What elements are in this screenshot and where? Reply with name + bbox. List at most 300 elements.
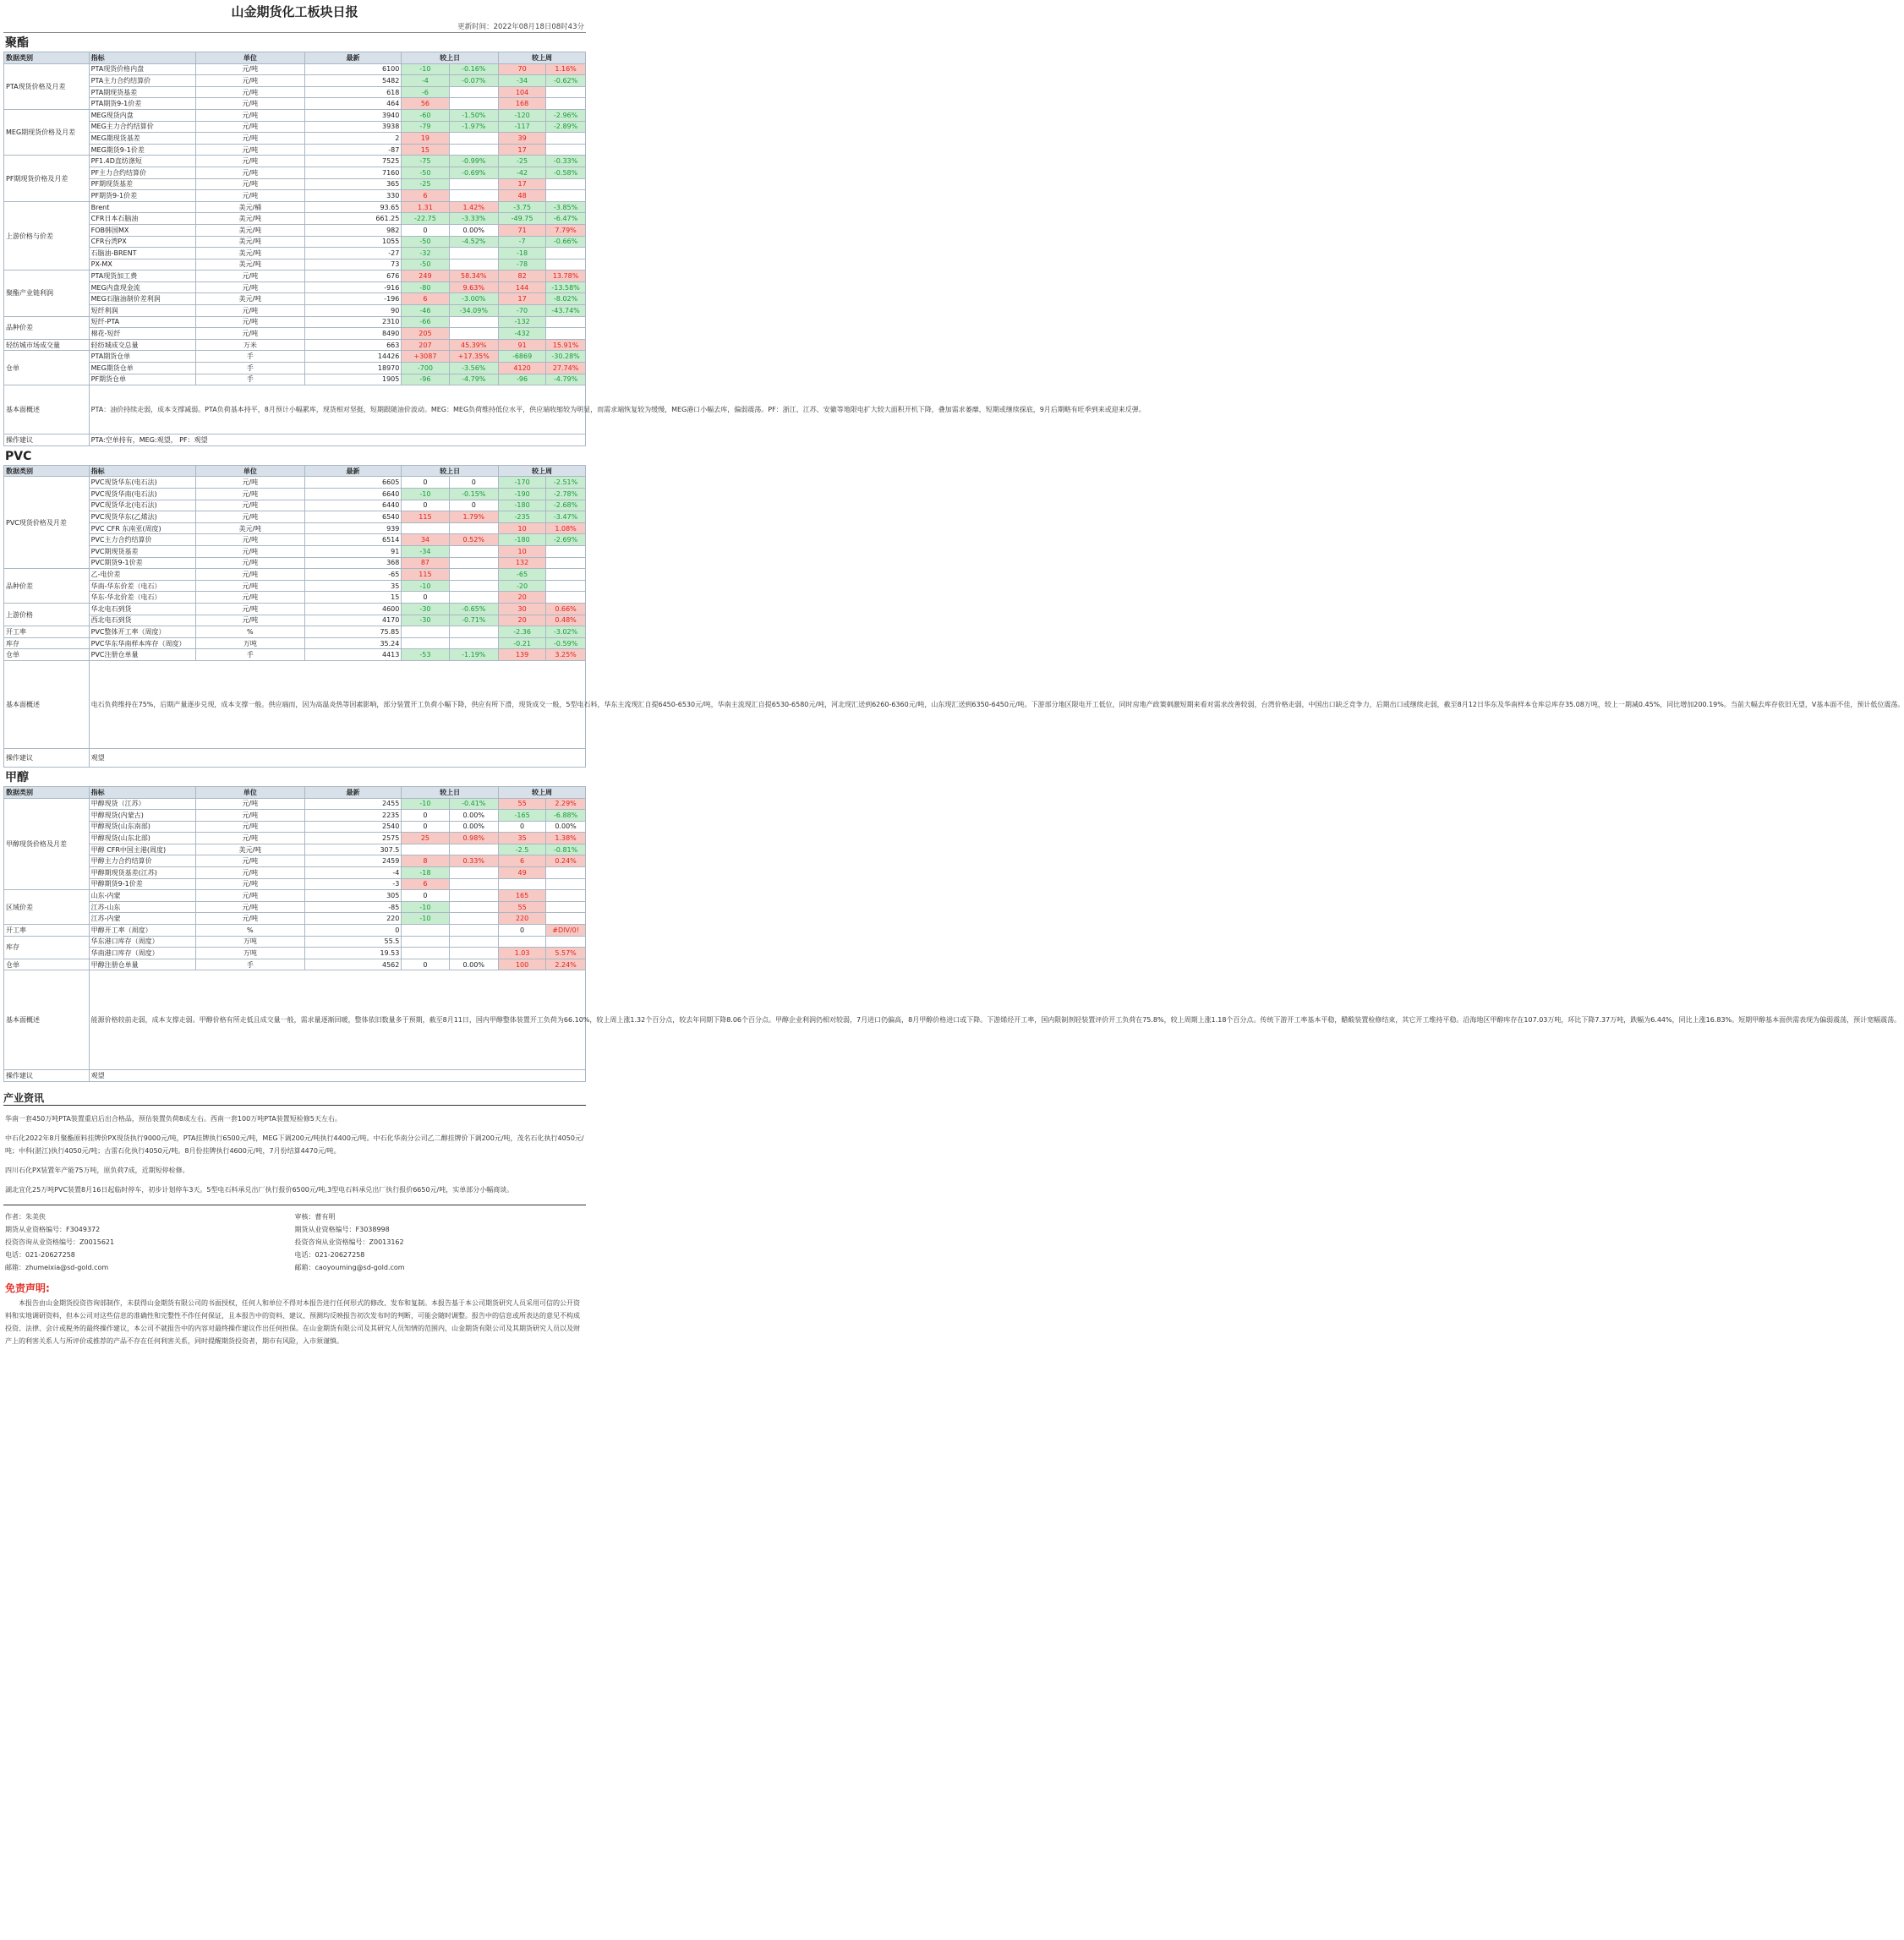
unit-cell: 元/吨 bbox=[195, 500, 304, 511]
industry-news-item: 四川石化PX装置年产能75万吨，原负荷7成，近期短停检修。 bbox=[5, 1167, 189, 1174]
week-change-pct-cell: -0.66% bbox=[546, 236, 586, 248]
latest-cell: 2235 bbox=[304, 810, 402, 822]
methanol-advice-row bbox=[4, 1070, 586, 1082]
week-change-pct-cell: #DIV/0! bbox=[546, 925, 586, 937]
table-row bbox=[4, 810, 586, 822]
week-change-cell: 20 bbox=[499, 592, 546, 604]
table-row bbox=[4, 511, 586, 523]
latest-cell: 330 bbox=[304, 190, 402, 202]
week-change-pct-cell bbox=[546, 592, 586, 604]
indicator-cell: 甲醇注册仓单量 bbox=[89, 959, 195, 970]
category-cell: 聚酯产业链利润 bbox=[4, 271, 90, 316]
table-row bbox=[4, 489, 586, 500]
pta-advice-row bbox=[4, 434, 586, 446]
table-row bbox=[4, 121, 586, 133]
header-latest: 最新 bbox=[304, 52, 402, 64]
latest-cell: 4562 bbox=[304, 959, 402, 970]
week-change-cell: -180 bbox=[499, 500, 546, 511]
week-change-pct-cell bbox=[546, 580, 586, 592]
week-change-pct-cell: 15.91% bbox=[546, 339, 586, 351]
unit-cell: % bbox=[195, 925, 304, 937]
table-row bbox=[4, 959, 586, 970]
week-change-cell: -3.75 bbox=[499, 201, 546, 213]
table-row bbox=[4, 867, 586, 879]
indicator-cell: 甲醇期现货基差(江苏) bbox=[89, 867, 195, 879]
indicator-cell: PF期货仓单 bbox=[89, 374, 195, 385]
header-indicator: 指标 bbox=[89, 465, 195, 477]
industry-news-item: 中石化2022年8月聚酯原料挂牌价PX现货执行9000元/吨，PTA挂牌执行6500元/吨，MEG下调200元/吨执行4400元/吨。中石化华南分公司乙二醇挂牌价下调200元/吨，茂名石化执行4050元/吨；中科(湛江)执行4050元/吨；古雷石化执行4050元/吨。8月份挂牌执行4600元/吨，7月份结算4470元/吨。 bbox=[5, 1134, 584, 1155]
day-change-cell: 34 bbox=[402, 534, 449, 546]
pvc-advice-row bbox=[4, 748, 586, 767]
reviewer-consult-license: 投资咨询从业资格编号：Z0013162 bbox=[294, 1238, 404, 1246]
latest-cell: 6540 bbox=[304, 511, 402, 523]
latest-cell: 618 bbox=[304, 86, 402, 98]
table-row bbox=[4, 890, 586, 902]
table-row bbox=[4, 925, 586, 937]
week-change-pct-cell: -4.79% bbox=[546, 374, 586, 385]
pta-advice-text: PTA:空单持有，MEG:观望， PF：观望 bbox=[89, 434, 585, 446]
indicator-cell: 华北电石到货 bbox=[89, 603, 195, 615]
latest-cell: 663 bbox=[304, 339, 402, 351]
unit-cell: 元/吨 bbox=[195, 316, 304, 328]
header-vs-week: 较上周 bbox=[499, 786, 586, 798]
week-change-pct-cell: 0.00% bbox=[546, 821, 586, 833]
day-change-cell: -4 bbox=[402, 75, 449, 87]
week-change-pct-cell bbox=[546, 890, 586, 902]
day-change-pct-cell bbox=[449, 178, 499, 190]
week-change-pct-cell: -0.62% bbox=[546, 75, 586, 87]
week-change-pct-cell bbox=[546, 190, 586, 202]
unit-cell: 元/吨 bbox=[195, 534, 304, 546]
section-title-pvc: PVC bbox=[5, 449, 32, 463]
day-change-cell: 249 bbox=[402, 271, 449, 282]
unit-cell: 元/吨 bbox=[195, 167, 304, 178]
latest-cell: 93.65 bbox=[304, 201, 402, 213]
latest-cell: -87 bbox=[304, 144, 402, 156]
latest-cell: 676 bbox=[304, 271, 402, 282]
day-change-pct-cell bbox=[449, 259, 499, 271]
table-row bbox=[4, 603, 586, 615]
day-change-cell: -50 bbox=[402, 259, 449, 271]
week-change-pct-cell: -2.96% bbox=[546, 109, 586, 121]
day-change-pct-cell: 0.00% bbox=[449, 959, 499, 970]
category-cell: 仓单 bbox=[4, 649, 90, 661]
week-change-cell: 139 bbox=[499, 649, 546, 661]
indicator-cell: CFR日本石脑油 bbox=[89, 213, 195, 225]
indicator-cell: PTA现货加工费 bbox=[89, 271, 195, 282]
week-change-pct-cell: 13.78% bbox=[546, 271, 586, 282]
week-change-cell: -0.21 bbox=[499, 637, 546, 649]
week-change-cell: 168 bbox=[499, 98, 546, 110]
unit-cell: 元/吨 bbox=[195, 580, 304, 592]
day-change-pct-cell: 0.33% bbox=[449, 855, 499, 867]
day-change-cell: -10 bbox=[402, 913, 449, 925]
day-change-cell: 15 bbox=[402, 144, 449, 156]
table-row bbox=[4, 557, 586, 569]
week-change-pct-cell: 0.48% bbox=[546, 615, 586, 626]
day-change-cell: 0 bbox=[402, 810, 449, 822]
unit-cell: 元/吨 bbox=[195, 569, 304, 581]
unit-cell: 元/吨 bbox=[195, 545, 304, 557]
week-change-cell: -25 bbox=[499, 156, 546, 167]
week-change-cell: -20 bbox=[499, 580, 546, 592]
day-change-pct-cell bbox=[449, 545, 499, 557]
week-change-cell: 1.03 bbox=[499, 948, 546, 959]
update-time: 更新时间：2022年08月18日08时43分 bbox=[3, 22, 586, 33]
day-change-pct-cell bbox=[449, 522, 499, 534]
category-cell: 仓单 bbox=[4, 959, 90, 970]
reviewer-email: 邮箱：caoyouming@sd-gold.com bbox=[294, 1264, 405, 1271]
latest-cell: 35.24 bbox=[304, 637, 402, 649]
week-change-pct-cell: -0.81% bbox=[546, 844, 586, 855]
unit-cell: 元/吨 bbox=[195, 615, 304, 626]
latest-cell: 2540 bbox=[304, 821, 402, 833]
indicator-cell: 甲醇主力合约结算价 bbox=[89, 855, 195, 867]
unit-cell: 元/吨 bbox=[195, 810, 304, 822]
unit-cell: 元/吨 bbox=[195, 144, 304, 156]
latest-cell: -3 bbox=[304, 878, 402, 890]
week-change-cell: 6 bbox=[499, 855, 546, 867]
author-phone: 电话：021-20627258 bbox=[5, 1251, 75, 1259]
indicator-cell: MEG期现货基差 bbox=[89, 133, 195, 145]
day-change-pct-cell: 0.98% bbox=[449, 833, 499, 844]
day-change-pct-cell: -4.79% bbox=[449, 374, 499, 385]
latest-cell: 2 bbox=[304, 133, 402, 145]
table-row bbox=[4, 75, 586, 87]
unit-cell: 美元/吨 bbox=[195, 293, 304, 305]
day-change-pct-cell bbox=[449, 569, 499, 581]
indicator-cell: FOB韩国MX bbox=[89, 224, 195, 236]
header-indicator: 指标 bbox=[89, 52, 195, 64]
unit-cell: 美元/吨 bbox=[195, 522, 304, 534]
latest-cell: 6440 bbox=[304, 500, 402, 511]
table-row bbox=[4, 201, 586, 213]
week-change-cell: 91 bbox=[499, 339, 546, 351]
category-cell: 上游价格 bbox=[4, 603, 90, 626]
day-change-pct-cell bbox=[449, 248, 499, 260]
pvc-advice-text: 观望 bbox=[89, 748, 585, 767]
week-change-pct-cell: 27.74% bbox=[546, 363, 586, 374]
week-change-cell: 71 bbox=[499, 224, 546, 236]
unit-cell: % bbox=[195, 626, 304, 638]
day-change-cell: -66 bbox=[402, 316, 449, 328]
indicator-cell: PVC现货华东(电石法) bbox=[89, 477, 195, 489]
unit-cell: 万吨 bbox=[195, 637, 304, 649]
unit-cell: 元/吨 bbox=[195, 821, 304, 833]
unit-cell: 万米 bbox=[195, 339, 304, 351]
day-change-pct-cell bbox=[449, 86, 499, 98]
day-change-cell: -96 bbox=[402, 374, 449, 385]
week-change-pct-cell: -2.89% bbox=[546, 121, 586, 133]
week-change-cell: 55 bbox=[499, 798, 546, 810]
unit-cell: 元/吨 bbox=[195, 511, 304, 523]
latest-cell: 2455 bbox=[304, 798, 402, 810]
pvc-table-body bbox=[4, 477, 586, 661]
day-change-cell: 6 bbox=[402, 293, 449, 305]
latest-cell: 2575 bbox=[304, 833, 402, 844]
week-change-cell bbox=[499, 878, 546, 890]
indicator-cell: PF期货9-1价差 bbox=[89, 190, 195, 202]
week-change-cell bbox=[499, 936, 546, 948]
week-change-cell: -18 bbox=[499, 248, 546, 260]
latest-cell: 982 bbox=[304, 224, 402, 236]
table-row bbox=[4, 259, 586, 271]
day-change-cell: 87 bbox=[402, 557, 449, 569]
indicator-cell: 华东港口库存（周度） bbox=[89, 936, 195, 948]
week-change-pct-cell bbox=[546, 557, 586, 569]
week-change-pct-cell: 1.16% bbox=[546, 63, 586, 75]
pta-summary-text: PTA：油价持续走弱，成本支撑减弱。PTA负荷基本持平，8月预计小幅累库，现货相对坚挺，短期跟随油价波动。MEG：MEG负荷维持低位水平，供应端收缩较为明显，而需求端恢复较为缓慢，MEG港口小幅去库，偏弱震荡。PF：浙江、江苏、安徽等地限电扩大较大面积开机下降，叠加需求萎靡，短期或继续探底，9月后期略有旺季到来或迎来反弹。 bbox=[89, 385, 585, 434]
latest-cell: 6514 bbox=[304, 534, 402, 546]
latest-cell: 0 bbox=[304, 925, 402, 937]
header-indicator: 指标 bbox=[89, 786, 195, 798]
day-change-cell bbox=[402, 522, 449, 534]
day-change-pct-cell bbox=[449, 592, 499, 604]
day-change-pct-cell: -0.16% bbox=[449, 63, 499, 75]
week-change-cell: -120 bbox=[499, 109, 546, 121]
category-cell: 库存 bbox=[4, 637, 90, 649]
reviewer-name: 审核：曹有明 bbox=[294, 1213, 336, 1221]
week-change-pct-cell: -3.85% bbox=[546, 201, 586, 213]
week-change-cell: 0 bbox=[499, 925, 546, 937]
day-change-cell: -50 bbox=[402, 167, 449, 178]
week-change-cell: -235 bbox=[499, 511, 546, 523]
week-change-pct-cell: -0.33% bbox=[546, 156, 586, 167]
table-row bbox=[4, 580, 586, 592]
table-row bbox=[4, 328, 586, 340]
category-cell: 开工率 bbox=[4, 925, 90, 937]
week-change-cell: 10 bbox=[499, 545, 546, 557]
unit-cell: 元/吨 bbox=[195, 281, 304, 293]
week-change-pct-cell bbox=[546, 316, 586, 328]
indicator-cell: MEG主力合约结算价 bbox=[89, 121, 195, 133]
day-change-pct-cell bbox=[449, 316, 499, 328]
table-row bbox=[4, 844, 586, 855]
latest-cell: 464 bbox=[304, 98, 402, 110]
latest-cell: 2310 bbox=[304, 316, 402, 328]
week-change-cell: 48 bbox=[499, 190, 546, 202]
table-row bbox=[4, 798, 586, 810]
day-change-cell: -10 bbox=[402, 489, 449, 500]
unit-cell: 万吨 bbox=[195, 948, 304, 959]
unit-cell: 手 bbox=[195, 649, 304, 661]
day-change-pct-cell bbox=[449, 948, 499, 959]
latest-cell: 15 bbox=[304, 592, 402, 604]
week-change-cell: 165 bbox=[499, 890, 546, 902]
day-change-pct-cell bbox=[449, 637, 499, 649]
table-row bbox=[4, 936, 586, 948]
week-change-pct-cell: -6.47% bbox=[546, 213, 586, 225]
day-change-pct-cell bbox=[449, 557, 499, 569]
table-row bbox=[4, 901, 586, 913]
latest-cell: 90 bbox=[304, 305, 402, 317]
table-row bbox=[4, 293, 586, 305]
indicator-cell: 甲醇期货9-1价差 bbox=[89, 878, 195, 890]
day-change-cell bbox=[402, 626, 449, 638]
table-row bbox=[4, 500, 586, 511]
table-row bbox=[4, 833, 586, 844]
unit-cell: 元/吨 bbox=[195, 328, 304, 340]
week-change-cell: -42 bbox=[499, 167, 546, 178]
week-change-cell: 35 bbox=[499, 833, 546, 844]
table-row bbox=[4, 374, 586, 385]
day-change-cell bbox=[402, 936, 449, 948]
day-change-pct-cell: 0 bbox=[449, 477, 499, 489]
latest-cell: -85 bbox=[304, 901, 402, 913]
table-row bbox=[4, 477, 586, 489]
day-change-cell bbox=[402, 925, 449, 937]
day-change-pct-cell: -0.65% bbox=[449, 603, 499, 615]
indicator-cell: 短纤利润 bbox=[89, 305, 195, 317]
latest-cell: 5482 bbox=[304, 75, 402, 87]
indicator-cell: PF期现货基差 bbox=[89, 178, 195, 190]
day-change-pct-cell bbox=[449, 190, 499, 202]
week-change-pct-cell: -13.58% bbox=[546, 281, 586, 293]
unit-cell: 元/吨 bbox=[195, 489, 304, 500]
reviewer-phone: 电话：021-20627258 bbox=[294, 1251, 365, 1259]
table-row bbox=[4, 363, 586, 374]
table-row bbox=[4, 133, 586, 145]
category-cell: MEG期现货价格及月差 bbox=[4, 109, 90, 155]
pta-table bbox=[3, 52, 1146, 446]
week-change-pct-cell: -0.59% bbox=[546, 637, 586, 649]
latest-cell: 14426 bbox=[304, 351, 402, 363]
table-row bbox=[4, 626, 586, 638]
day-change-cell: 6 bbox=[402, 190, 449, 202]
header-latest: 最新 bbox=[304, 465, 402, 477]
week-change-cell: -190 bbox=[499, 489, 546, 500]
day-change-pct-cell: 45.39% bbox=[449, 339, 499, 351]
methanol-table bbox=[3, 786, 1901, 1082]
latest-cell: 3938 bbox=[304, 121, 402, 133]
latest-cell: 35 bbox=[304, 580, 402, 592]
unit-cell: 元/吨 bbox=[195, 156, 304, 167]
day-change-pct-cell: 1.42% bbox=[449, 201, 499, 213]
day-change-cell: 0 bbox=[402, 500, 449, 511]
unit-cell: 元/吨 bbox=[195, 603, 304, 615]
week-change-cell: 70 bbox=[499, 63, 546, 75]
pvc-advice-label: 操作建议 bbox=[4, 748, 90, 767]
day-change-pct-cell: -0.69% bbox=[449, 167, 499, 178]
table-row bbox=[4, 109, 586, 121]
unit-cell: 元/吨 bbox=[195, 798, 304, 810]
day-change-pct-cell bbox=[449, 925, 499, 937]
week-change-cell: -2.36 bbox=[499, 626, 546, 638]
week-change-pct-cell bbox=[546, 867, 586, 879]
header-vs-week: 较上周 bbox=[499, 465, 586, 477]
table-row bbox=[4, 649, 586, 661]
indicator-cell: PTA期货9-1价差 bbox=[89, 98, 195, 110]
indicator-cell: PTA期现货基差 bbox=[89, 86, 195, 98]
day-change-pct-cell bbox=[449, 626, 499, 638]
day-change-cell: -10 bbox=[402, 580, 449, 592]
latest-cell: 4413 bbox=[304, 649, 402, 661]
week-change-pct-cell: 1.38% bbox=[546, 833, 586, 844]
latest-cell: 6605 bbox=[304, 477, 402, 489]
table-row bbox=[4, 316, 586, 328]
unit-cell: 元/吨 bbox=[195, 855, 304, 867]
table-row bbox=[4, 156, 586, 167]
week-change-cell: 104 bbox=[499, 86, 546, 98]
day-change-cell: 115 bbox=[402, 569, 449, 581]
unit-cell: 万吨 bbox=[195, 936, 304, 948]
day-change-cell: -32 bbox=[402, 248, 449, 260]
day-change-cell: 6 bbox=[402, 878, 449, 890]
day-change-pct-cell: -0.07% bbox=[449, 75, 499, 87]
unit-cell: 美元/桶 bbox=[195, 201, 304, 213]
header-vs-prev: 较上日 bbox=[402, 786, 499, 798]
indicator-cell: PTA现货价格内盘 bbox=[89, 63, 195, 75]
category-cell: 区域价差 bbox=[4, 890, 90, 925]
week-change-pct-cell: 2.29% bbox=[546, 798, 586, 810]
day-change-pct-cell bbox=[449, 936, 499, 948]
day-change-cell: 56 bbox=[402, 98, 449, 110]
unit-cell: 元/吨 bbox=[195, 121, 304, 133]
week-change-cell: -34 bbox=[499, 75, 546, 87]
day-change-pct-cell: -3.33% bbox=[449, 213, 499, 225]
table-row bbox=[4, 63, 586, 75]
day-change-cell: 205 bbox=[402, 328, 449, 340]
header-vs-week: 较上周 bbox=[499, 52, 586, 64]
unit-cell: 元/吨 bbox=[195, 63, 304, 75]
header-unit: 单位 bbox=[195, 786, 304, 798]
category-cell: PF期现货价格及月差 bbox=[4, 156, 90, 201]
day-change-cell: -50 bbox=[402, 236, 449, 248]
latest-cell: 7160 bbox=[304, 167, 402, 178]
day-change-pct-cell: -0.15% bbox=[449, 489, 499, 500]
reviewer-license: 期货从业资格编号：F3038998 bbox=[294, 1226, 390, 1233]
week-change-cell: -6869 bbox=[499, 351, 546, 363]
indicator-cell: PTA主力合约结算价 bbox=[89, 75, 195, 87]
category-cell: 甲醇现货价格及月差 bbox=[4, 798, 90, 890]
day-change-pct-cell: 1.79% bbox=[449, 511, 499, 523]
day-change-pct-cell bbox=[449, 901, 499, 913]
week-change-cell: 144 bbox=[499, 281, 546, 293]
week-change-pct-cell: 0.66% bbox=[546, 603, 586, 615]
week-change-cell: -78 bbox=[499, 259, 546, 271]
indicator-cell: 华东-华北价差（电石） bbox=[89, 592, 195, 604]
day-change-pct-cell bbox=[449, 878, 499, 890]
day-change-cell: -46 bbox=[402, 305, 449, 317]
indicator-cell: 甲醇开工率（周度） bbox=[89, 925, 195, 937]
table-row bbox=[4, 190, 586, 202]
methanol-advice-text: 观望 bbox=[89, 1070, 585, 1082]
day-change-cell: +3087 bbox=[402, 351, 449, 363]
industry-news-title: 产业资讯 bbox=[3, 1090, 586, 1106]
pta-advice-label: 操作建议 bbox=[4, 434, 90, 446]
latest-cell: 3940 bbox=[304, 109, 402, 121]
week-change-pct-cell bbox=[546, 328, 586, 340]
pvc-summary-text: 电石负荷维持在75%，后期产量逐步兑现，成本支撑一般。供应端而，因为高温炎热等因素影响，部分装置开工负荷小幅下降，供应有所下滑，现货成交一般，5型电石料，华东主流现汇自提6450-6530元/吨，华南主流现汇自提6530-6580元/吨，河北现汇送到6260-6360元/吨，山东现汇送到6350-6450元/吨。下游部分地区限电开工低位，同时房地产政策刺激短期来看对需求改善较弱，台湾价格走弱，中国出口缺乏竞争力，后期出口或继续走弱，截至8月12日华东及华南样本仓库总库存35.08万吨，较上一期减0.45%，同比增加200.19%。当前大幅去库存依旧无望，V基本面不佳，预计低位震荡。 bbox=[89, 660, 585, 748]
table-row bbox=[4, 821, 586, 833]
indicator-cell: 江苏-山东 bbox=[89, 901, 195, 913]
latest-cell: 8490 bbox=[304, 328, 402, 340]
week-change-cell: -2.5 bbox=[499, 844, 546, 855]
week-change-pct-cell bbox=[546, 86, 586, 98]
day-change-pct-cell: 0.00% bbox=[449, 821, 499, 833]
latest-cell: 19.53 bbox=[304, 948, 402, 959]
latest-cell: 661.25 bbox=[304, 213, 402, 225]
header-vs-prev: 较上日 bbox=[402, 465, 499, 477]
unit-cell: 元/吨 bbox=[195, 867, 304, 879]
indicator-cell: PVC现货华北(电石法) bbox=[89, 500, 195, 511]
day-change-cell: -79 bbox=[402, 121, 449, 133]
pta-summary-label: 基本面概述 bbox=[4, 385, 90, 434]
table-row bbox=[4, 167, 586, 178]
day-change-pct-cell: 0 bbox=[449, 500, 499, 511]
category-cell: 仓单 bbox=[4, 351, 90, 385]
day-change-pct-cell bbox=[449, 867, 499, 879]
